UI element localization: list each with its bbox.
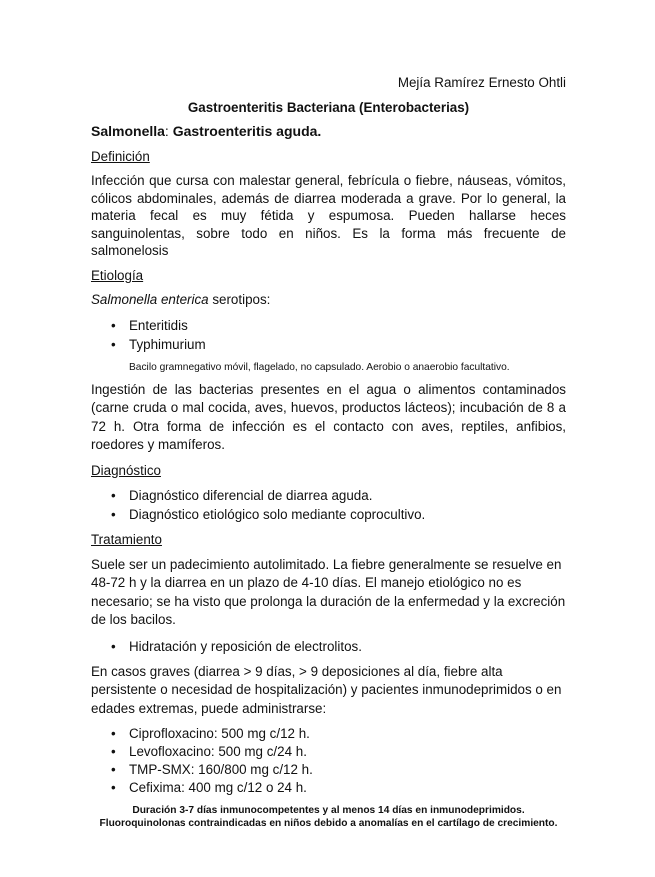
organism-name: Salmonella xyxy=(91,123,165,139)
list-item: • Typhimurium xyxy=(91,335,566,354)
list-item: • Diagnóstico etiológico solo mediante coprocultivo. xyxy=(91,505,566,524)
drug-list xyxy=(91,725,566,797)
section-title xyxy=(91,123,566,141)
list-item: • Diagnóstico diferencial de diarrea aguda. xyxy=(91,486,566,505)
heading-tratamiento: Tratamiento xyxy=(91,532,162,547)
list-item: • Cefixima: 400 mg c/12 o 24 h. xyxy=(91,779,566,797)
serotype-list xyxy=(91,316,566,354)
list-item: • Hidratación y reposición de electrolitos. xyxy=(91,637,566,656)
author: Mejía Ramírez Ernesto Ohtli xyxy=(397,75,566,90)
etiologia-text: Ingestión de las bacterias presentes en el agua o alimentos contaminados (carne cruda o mal cocida, aves, huevos, productos lácteos); incubación de 8 a 72 h. Otra forma de infección es el contacto con aves, reptiles, anfibios, roedores y mamíferos. xyxy=(91,381,566,452)
species-line xyxy=(91,291,566,309)
separator: : xyxy=(164,123,173,139)
diagnostico-list xyxy=(91,486,566,524)
disease-name: Gastroenteritis aguda. xyxy=(172,123,322,139)
species-name: Salmonella enterica xyxy=(91,292,209,307)
definicion-text: Infección que cursa con malestar general, febrícula o fiebre, náuseas, vómitos, cólicos abdominales, además de diarrea moderada a grave. Por lo general, la materia fecal es muy fétida y espumosa. Pueden hallarse heces sanguinolentas, sobre todo en niños. Es la forma más frecuente de salmonelosis xyxy=(91,173,566,258)
species-suffix: serotipos: xyxy=(208,292,271,307)
heading-definicion: Definición xyxy=(91,148,150,164)
document-title: Gastroenteritis Bacteriana (Enterobacterias) xyxy=(187,99,470,115)
heading-diagnostico: Diagnóstico xyxy=(91,462,161,478)
list-item: • Enteritidis xyxy=(91,316,566,335)
list-item: • TMP-SMX: 160/800 mg c/12 h. xyxy=(91,761,566,779)
list-item: • Ciprofloxacino: 500 mg c/12 h. xyxy=(91,725,566,743)
tratamiento-text-2: En casos graves (diarrea > 9 días, > 9 deposiciones al día, fiebre alta persistente o necesidad de hospitalización) y pacientes inmunodeprimidos o en edades extremas, puede administrarse: xyxy=(91,663,562,716)
tratamiento-note: Duración 3-7 días inmunocompetentes y al menos 14 días en inmunodeprimidos. Fluoroquinolonas contraindicadas en niños debido a anomalías en el cartílago de crecimiento. xyxy=(99,805,558,829)
list-item: • Levofloxacino: 500 mg c/24 h. xyxy=(91,743,566,761)
etiologia-note: Bacilo gramnegativo móvil, flagelado, no capsulado. Aerobio o anaerobio facultativo. xyxy=(129,361,510,373)
hydration-list xyxy=(91,637,566,656)
heading-etiologia: Etiología xyxy=(91,267,144,283)
tratamiento-text-1: Suele ser un padecimiento autolimitado. La fiebre generalmente se resuelve en 48-72 h y la diarrea en un plazo de 4-10 días. El manejo etiológico no es necesario; se ha visto que prolonga la duración de la enfermedad y la excreción de los bacilos. xyxy=(91,556,566,627)
